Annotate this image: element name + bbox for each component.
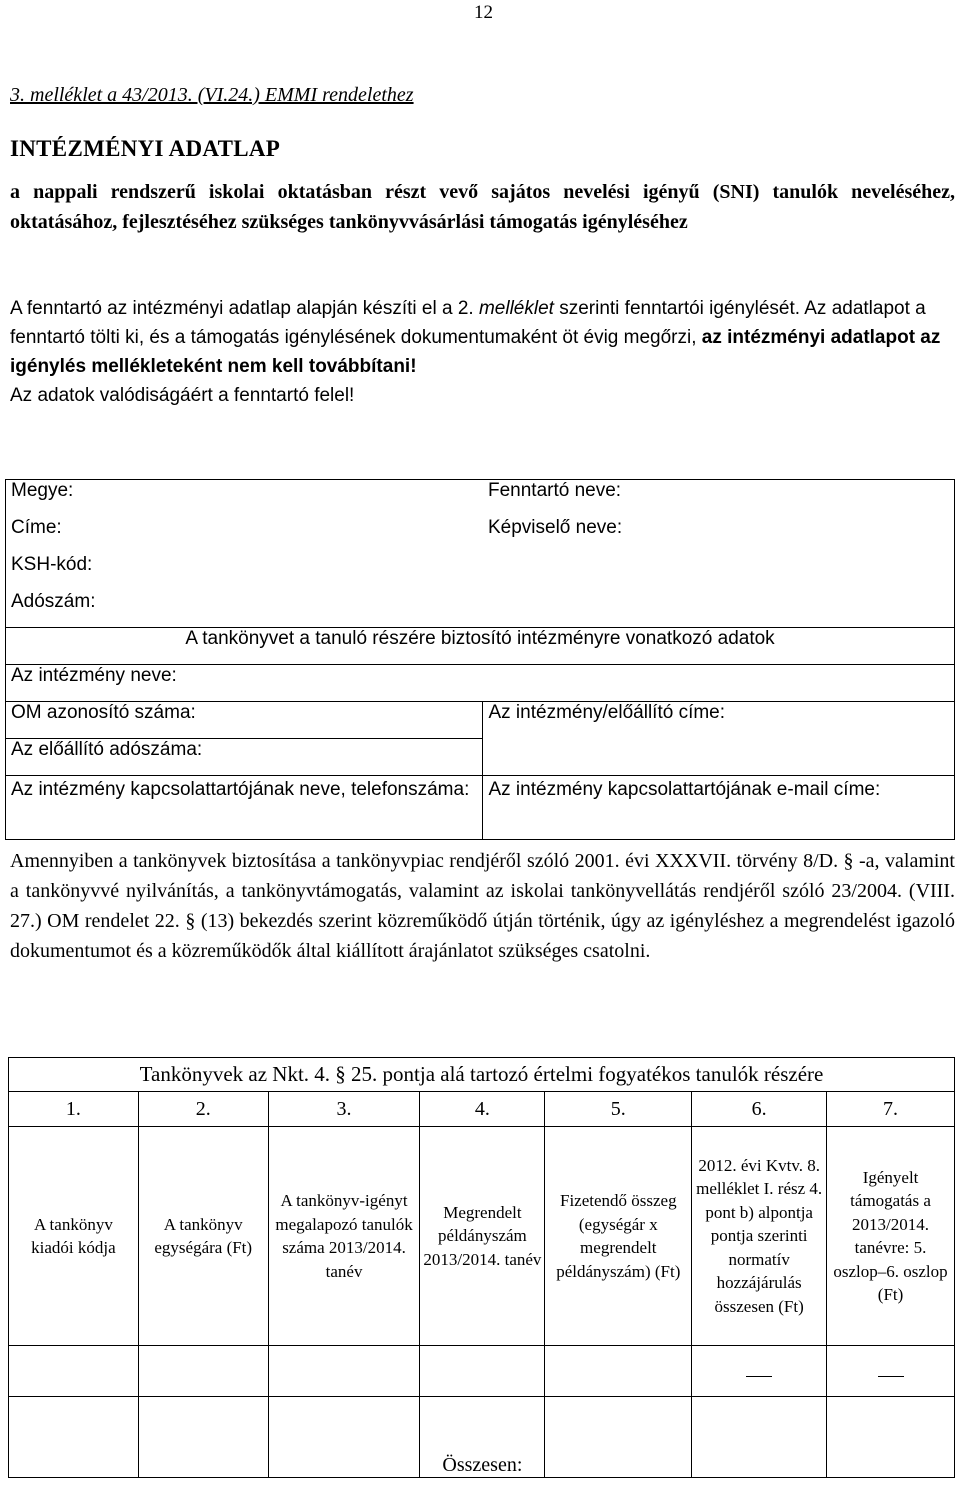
page-subtitle: a nappali rendszerű iskolai oktatásban részt vevő sajátos nevelési igényű (SNI) tanulók neveléséhez, oktatásához, fejlesztéséhez szükséges tankönyvvásárlási támogatás igényléséhez	[10, 181, 955, 233]
intro-responsibility: Az adatok valódiságáért a fenntartó felel!	[10, 385, 355, 406]
intezmeny-neve-label: Az intézmény neve:	[11, 665, 177, 686]
decree-reference: 3. melléklet a 43/2013. (VI.24.) EMMI rendelethez	[10, 84, 414, 106]
institution-info-table	[5, 479, 955, 840]
institution-section-title	[6, 628, 955, 665]
intezmeny-cime-label: Az intézmény/előállító címe:	[488, 702, 726, 723]
kapcsolattarto-label: Az intézmény kapcsolattartójának neve, telefonszáma:	[11, 779, 470, 800]
table-cell[interactable]	[9, 1397, 139, 1478]
fenntarto-neve-label: Fenntartó neve:	[487, 480, 622, 501]
kapcsolattarto-email-field[interactable]	[483, 776, 955, 840]
intro-bold-warning: az intézményi adatlapot az igénylés mellékleteként nem kell továbbítani!	[10, 327, 941, 377]
column-header: Megrendelt példányszám 2013/2014. tanév	[420, 1127, 545, 1346]
table-cell[interactable]	[420, 1346, 545, 1397]
om-field[interactable]	[6, 702, 483, 739]
megye-label: Megye:	[11, 480, 74, 501]
table-cell[interactable]	[9, 1346, 139, 1397]
intro-text-a: A fenntartó az intézményi adatlap alapján készíti el a 2.	[10, 298, 479, 319]
megye-field[interactable]	[6, 480, 483, 517]
eloallito-adoszam-field[interactable]	[6, 739, 483, 776]
kapcsolattarto-email-label: Az intézmény kapcsolattartójának e-mail címe:	[488, 779, 881, 800]
ksh-label: KSH-kód:	[11, 553, 93, 575]
total-value-cell[interactable]	[827, 1397, 955, 1478]
page-title: INTÉZMÉNYI ADATLAP	[10, 136, 281, 161]
fenntarto-neve-field[interactable]	[483, 480, 955, 517]
total-value-cell[interactable]	[545, 1397, 692, 1478]
total-value-cell[interactable]	[692, 1397, 827, 1478]
table-cell[interactable]	[545, 1346, 692, 1397]
col-number: 1.	[9, 1092, 139, 1127]
textbook-table-title-text: Tankönyvek az Nkt. 4. § 25. pontja alá tartozó értelmi fogyatékos tanulók részére	[139, 1062, 824, 1086]
intezmeny-cime-field[interactable]	[483, 702, 955, 776]
dash-mark	[746, 1375, 772, 1377]
ksh-field[interactable]	[6, 554, 955, 591]
cime-label: Címe:	[11, 516, 62, 538]
adoszam-label: Adószám:	[11, 590, 96, 612]
intro-italic: melléklet	[478, 298, 554, 319]
col-number: 3.	[268, 1092, 420, 1127]
column-header: Fizetendő összeg (egységár x megrendelt példányszám) (Ft)	[545, 1127, 692, 1346]
intezmeny-neve-field[interactable]	[6, 665, 955, 702]
table-cell-na	[692, 1346, 827, 1397]
kapcsolattarto-field[interactable]	[6, 776, 483, 840]
adoszam-field[interactable]	[6, 591, 955, 628]
kepviselo-neve-label: Képviselő neve:	[487, 516, 623, 538]
cime-field[interactable]	[6, 517, 483, 554]
col-number: 7.	[827, 1092, 955, 1127]
column-header: Igényelt támogatás a 2013/2014. tanévre: 5. oszlop–6. oszlop (Ft)	[827, 1127, 955, 1346]
column-header: 2012. évi Kvtv. 8. melléklet I. rész 4. pont b) alpontja pontja szerinti normatív hozzájárulás összesen (Ft)	[692, 1127, 827, 1346]
table-cell-na	[827, 1346, 955, 1397]
eloallito-adoszam-label: Az előállító adószáma:	[11, 739, 203, 760]
table-cell[interactable]	[138, 1397, 268, 1478]
om-label: OM azonosító száma:	[11, 702, 196, 723]
table-cell[interactable]	[268, 1397, 420, 1478]
column-header: A tankönyv-igényt megalapozó tanulók száma 2013/2014. tanév	[268, 1127, 420, 1346]
column-header: A tankönyv egységára (Ft)	[138, 1127, 268, 1346]
legal-paragraph: Amennyiben a tankönyvek biztosítása a tankönyvpiac rendjéről szóló 2001. évi XXXVII. törvény 8/D. § -a, valamint a tankönyvvé nyilvánítás, a tankönyvtámogatás, valamint az iskolai tankönyvellátás rendjéről szóló 23/2004. (VIII. 27.) OM rendelet 22. § (13) bekezdés szerint közreműködő útján történik, úgy az igényléshez a megrendelést igazoló dokumentumot és a közreműködők által kiállított árajánlatot szükséges csatolni.	[10, 850, 955, 962]
col-number: 2.	[138, 1092, 268, 1127]
dash-mark	[878, 1375, 904, 1377]
total-label: Összesen:	[420, 1397, 545, 1478]
textbook-table	[8, 1057, 955, 1478]
col-number: 4.	[420, 1092, 545, 1127]
col-number: 6.	[692, 1092, 827, 1127]
kepviselo-neve-field[interactable]	[483, 517, 955, 554]
table-cell[interactable]	[138, 1346, 268, 1397]
page-number: 12	[474, 2, 493, 23]
intro-text-b: szerinti fenntartói igénylését. Az adatlapot a fenntartó tölti ki, és a támogatás igénylésének dokumentumaként öt évig megőrzi,	[10, 298, 926, 348]
textbook-table-title	[9, 1058, 955, 1092]
table-cell[interactable]	[268, 1346, 420, 1397]
intro-text	[10, 294, 955, 410]
col-number: 5.	[545, 1092, 692, 1127]
institution-section-title-text: A tankönyvet a tanuló részére biztosító intézményre vonatkozó adatok	[185, 628, 775, 649]
column-header: A tankönyv kiadói kódja	[9, 1127, 139, 1346]
